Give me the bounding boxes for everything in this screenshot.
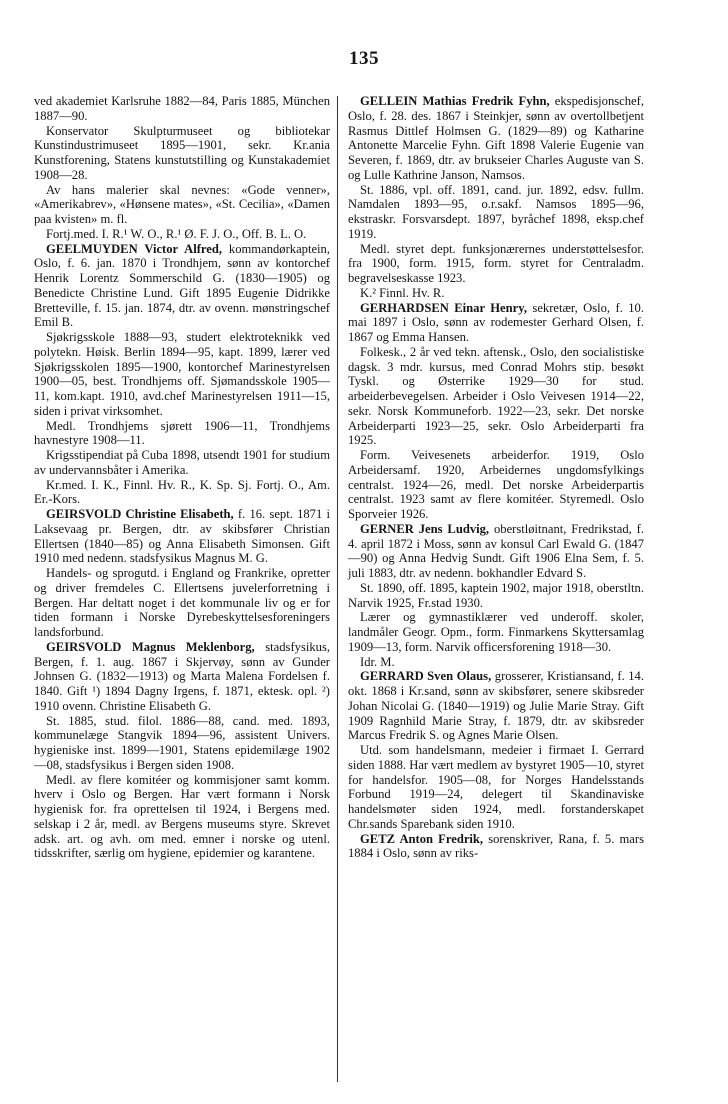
entry-paragraph: Folkesk., 2 år ved tekn. aftensk., Oslo, den socialistiske dagsk. 3 mdr. kursus, med Conrad Mohrs stip. besøkt Tyskl. og Østerrike 1929—30 for stud. arbeiderbevegelsen. Arbeider i Oslo Veivesen 1914—22, sekr. Norsk Kommuneforb. 1922—23, sekr. Det norske Arbeiderparti 1923—25, sekr. Oslo Arbeiderparti fra 1925. — [348, 344, 644, 448]
entry-paragraph: stadsfysikus, Bergen, f. 1. aug. 1867 i Skjervøy, sønn av Gunder Johnsen G. (1832—1913) og Marta Malena Fordelsen f. 1840. Gift ¹) 1894 Dagny Irgens, f. 1871, ektesk. opl. ²) 1910 ovenn. Christine Elisabeth G. — [34, 639, 330, 713]
entry-paragraph: sorenskriver, Rana, f. 5. mars 1884 i Oslo, sønn av riks- — [348, 831, 644, 861]
entry-paragraph: Av hans malerier skal nevnes: «Gode venner», «Amerikabrev», «Hønsene mates», «St. Cecilia», «Damen paa kvisten» m. fl. — [34, 182, 330, 226]
entry-name: GETZ Anton Fredrik, — [360, 831, 484, 846]
biography-entry — [348, 301, 644, 522]
entry-paragraph: Kr.med. I. K., Finnl. Hv. R., K. Sp. Sj. Fortj. O., Am. Er.-Kors. — [34, 477, 330, 507]
biography-entry — [348, 94, 644, 301]
page-number: 135 — [349, 48, 379, 69]
entry-paragraph: f. 16. sept. 1871 i Laksevaag pr. Bergen, dtr. av skibsfører Christian Ellertsen (1840—85) og Anna Elisabeth Simonsen. Gift 1910 med nedenn. stadsfysikus Magnus M. G. — [34, 507, 330, 566]
left-column — [34, 94, 330, 861]
entry-name: GERHARDSEN Einar Henry, — [360, 300, 527, 315]
entry-paragraph: Lærer og gymnastiklærer ved underoff. skoler, landmåler Geogr. Opm., form. Finmarkens Skyttersamlag 1909—13, form. Narvik officersforening 1918—30. — [348, 610, 644, 654]
entry-paragraph: St. 1886, vpl. off. 1891, cand. jur. 1892, edsv. fullm. Namdalen 1893—95, o.r.sakf. Namsos 1895—96, ekstraskr. Forsvarsdept. 1897, byråchef 1898, eksp.chef 1919. — [348, 182, 644, 241]
entry-paragraph: kommandørkaptein, Oslo, f. 6. jan. 1870 i Trondhjem, sønn av kontorchef Henrik Lorentz Sommerschild G. (1830—1905) og Benedicte Christine Lund. Gift 1895 Eugenie Didrikke Bretteville, f. 15. jan. 1874, dtr. av ovenn. mønstringschef Emil B. — [34, 241, 330, 330]
entry-paragraph: Form. Veivesenets arbeiderfor. 1919, Oslo Arbeidersamf. 1920, Arbeidernes ungdomsfylkings centralst. 1924—26, medl. Det norske Arbeiderpartis centralst. 1923 samt av flere komitéer. Styremedl. Oslo Sporveier 1926. — [348, 448, 644, 521]
entry-paragraph: St. 1885, stud. filol. 1886—88, cand. med. 1893, kommunelæge Stangvik 1894—96, assistent Univers. hygieniske inst. 1899—1901, Statens epidemilæge 1902—08, stadsfysikus i Bergen siden 1908. — [34, 713, 330, 772]
right-column — [348, 94, 644, 861]
biography-entry — [348, 522, 644, 670]
entry-paragraph: Sjøkrigsskole 1888—93, studert elektroteknikk ved polytekn. Høisk. Berlin 1894—95, kapt. 1899, lærer ved Sjøkrigsskolen 1895—1900, kontorchef Marinestyrelsen 1900—05, best. Trondhjems off. Sjømandsskole 1905—11, kom.kapt. 1910, avd.chef Marinestyrelsen 1911—15, siden i privat virksomhet. — [34, 330, 330, 418]
entry-paragraph: grosserer, Kristiansand, f. 14. okt. 1868 i Kr.sand, sønn av skibsfører, senere skibsreder Johan Nicolai G. (1840—1919) og Julie Marie Stray. Gift 1909 Ragnhild Marie Stray, f. 1879, dtr. av skibsreder Marcus Fredrik S. og Agnes Marie Olsen. — [348, 669, 644, 743]
entry-name: GEIRSVOLD Magnus Meklenborg, — [46, 639, 255, 654]
entry-paragraph: sekretær, Oslo, f. 10. mai 1897 i Oslo, sønn av rodemester Gerhard Olsen, f. 1867 og Emma Hansen. — [348, 300, 644, 344]
entry-paragraph: Krigsstipendiat på Cuba 1898, utsendt 1901 for studium av undervannsbåter i Amerika. — [34, 448, 330, 477]
entry-name: GEELMUYDEN Victor Alfred, — [46, 241, 223, 256]
biography-entry — [34, 242, 330, 508]
entry-paragraph: ved akademiet Karlsruhe 1882—84, Paris 1885, München 1887—90. — [34, 94, 330, 123]
entry-paragraph: Fortj.med. I. R.¹ W. O., R.¹ Ø. F. J. O., Off. B. L. O. — [46, 226, 307, 241]
entry-paragraph: Medl. Trondhjems sjørett 1906—11, Trondhjems havnestyre 1908—11. — [34, 418, 330, 448]
entry-paragraph: St. 1890, off. 1895, kaptein 1902, major 1918, oberstltn. Narvik 1925, Fr.stad 1930. — [348, 580, 644, 610]
column-divider — [337, 96, 338, 1082]
biography-entry — [34, 640, 330, 861]
entry-paragraph: Medl. av flere komitéer og kommisjoner samt komm. hverv i Oslo og Bergen. Har vært formann i Norsk hygienisk for. fra oprettelsen til 1924, i Bergens med. selskap i 2 år, medl. av Bergens museums styre. Skrevet adsk. art. og avh. om med. emner i norske og utenl. tidsskrifter, særlig om hygiene, epidemier og karantene. — [34, 772, 330, 861]
entry-paragraph: oberstløitnant, Fredrikstad, f. 4. april 1872 i Moss, sønn av konsul Carl Ewald G. (1847—90) og Anna Hedvig Sundt. Gift 1906 Elna Sem, f. 5. juli 1883, dtr. av nedenn. bokhandler Edvard S. — [348, 521, 644, 580]
biography-entry — [348, 832, 644, 862]
entry-name: GERNER Jens Ludvig, — [360, 521, 490, 536]
entry-paragraph: Utd. som handelsmann, medeier i firmaet I. Gerrard siden 1888. Har vært medlem av bystyret 1905—10, styret for handelsfor. 1905—08, for Norges Handelsstands Forbund 1919—24, delegert til Skandinaviske handelsmøter siden 1924, medl. forstanderskapet Chr.sands Sparebank siden 1910. — [348, 743, 644, 831]
entry-name: GERRARD Sven Olaus, — [360, 669, 492, 684]
entry-paragraph: Idr. M. — [360, 654, 395, 669]
entry-name: GELLEIN Mathias Fredrik Fyhn, — [360, 94, 550, 108]
biography-entry — [34, 507, 330, 640]
continued-entry — [34, 94, 330, 242]
entry-paragraph: Konservator Skulpturmuseet og bibliotekar Kunstindustrimuseet 1895—1901, sekr. Kr.ania Kunstforening, Statens kunstutstilling og Kunstakademiet 1908—28. — [34, 123, 330, 182]
entry-paragraph: ekspedisjonschef, Oslo, f. 28. des. 1867 i Steinkjer, sønn av overtollbetjent Rasmus Dittlef Holmsen G. (1829—89) og Katharine Antonette Marcelie Fyhn. Gift 1898 Valerie Eugenie van Severen, f. 1869, dtr. av brukseier Charles Auguste van S. og Lulle Kathrine Janson, Namsos. — [348, 94, 644, 182]
entry-name: GEIRSVOLD Christine Elisabeth, — [46, 507, 234, 521]
entry-paragraph: Medl. styret dept. funksjonærernes understøttelsesfor. fra 1900, form. 1915, form. styret for Centraladm. begravelseskasse 1923. — [348, 241, 644, 285]
entry-paragraph: K.² Finnl. Hv. R. — [360, 285, 445, 300]
entry-paragraph: Handels- og sprogutd. i England og Frankrike, opretter og driver fremdeles C. Ellertsens juvelerforretning i Bergen. Har deltatt noget i det kommunale liv og er for tiden formann i Norske Dyrebeskyttelsesforeningers landsforbund. — [34, 566, 330, 639]
biography-entry — [348, 669, 644, 831]
